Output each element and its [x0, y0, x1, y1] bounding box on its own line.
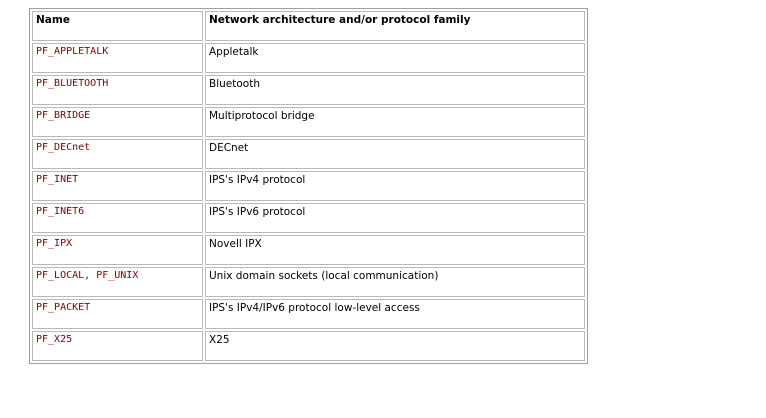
protocol-name: PF_IPX — [32, 235, 203, 265]
protocol-description: Unix domain sockets (local communication) — [205, 267, 585, 297]
protocol-description: IPS's IPv4/IPv6 protocol low-level access — [205, 299, 585, 329]
table-row — [32, 299, 585, 329]
table-row — [32, 171, 585, 201]
protocol-name: PF_BLUETOOTH — [32, 75, 203, 105]
protocol-description: Appletalk — [205, 43, 585, 73]
table-row — [32, 43, 585, 73]
table-row — [32, 235, 585, 265]
protocol-description: Novell IPX — [205, 235, 585, 265]
protocol-name: PF_BRIDGE — [32, 107, 203, 137]
table-row — [32, 107, 585, 137]
protocol-description: Multiprotocol bridge — [205, 107, 585, 137]
table-row — [32, 203, 585, 233]
protocol-name: PF_INET — [32, 171, 203, 201]
table-row — [32, 75, 585, 105]
header-description: Network architecture and/or protocol family — [205, 11, 585, 41]
protocol-name: PF_LOCAL, PF_UNIX — [32, 267, 203, 297]
protocol-description: IPS's IPv4 protocol — [205, 171, 585, 201]
header-name: Name — [32, 11, 203, 41]
protocol-family-table — [29, 8, 588, 364]
protocol-name: PF_INET6 — [32, 203, 203, 233]
protocol-description: DECnet — [205, 139, 585, 169]
protocol-description: IPS's IPv6 protocol — [205, 203, 585, 233]
table-row — [32, 331, 585, 361]
protocol-name: PF_PACKET — [32, 299, 203, 329]
protocol-name: PF_X25 — [32, 331, 203, 361]
protocol-description: Bluetooth — [205, 75, 585, 105]
table-header-row — [32, 11, 585, 41]
table-row — [32, 267, 585, 297]
protocol-name: PF_APPLETALK — [32, 43, 203, 73]
table-row — [32, 139, 585, 169]
protocol-name: PF_DECnet — [32, 139, 203, 169]
protocol-description: X25 — [205, 331, 585, 361]
